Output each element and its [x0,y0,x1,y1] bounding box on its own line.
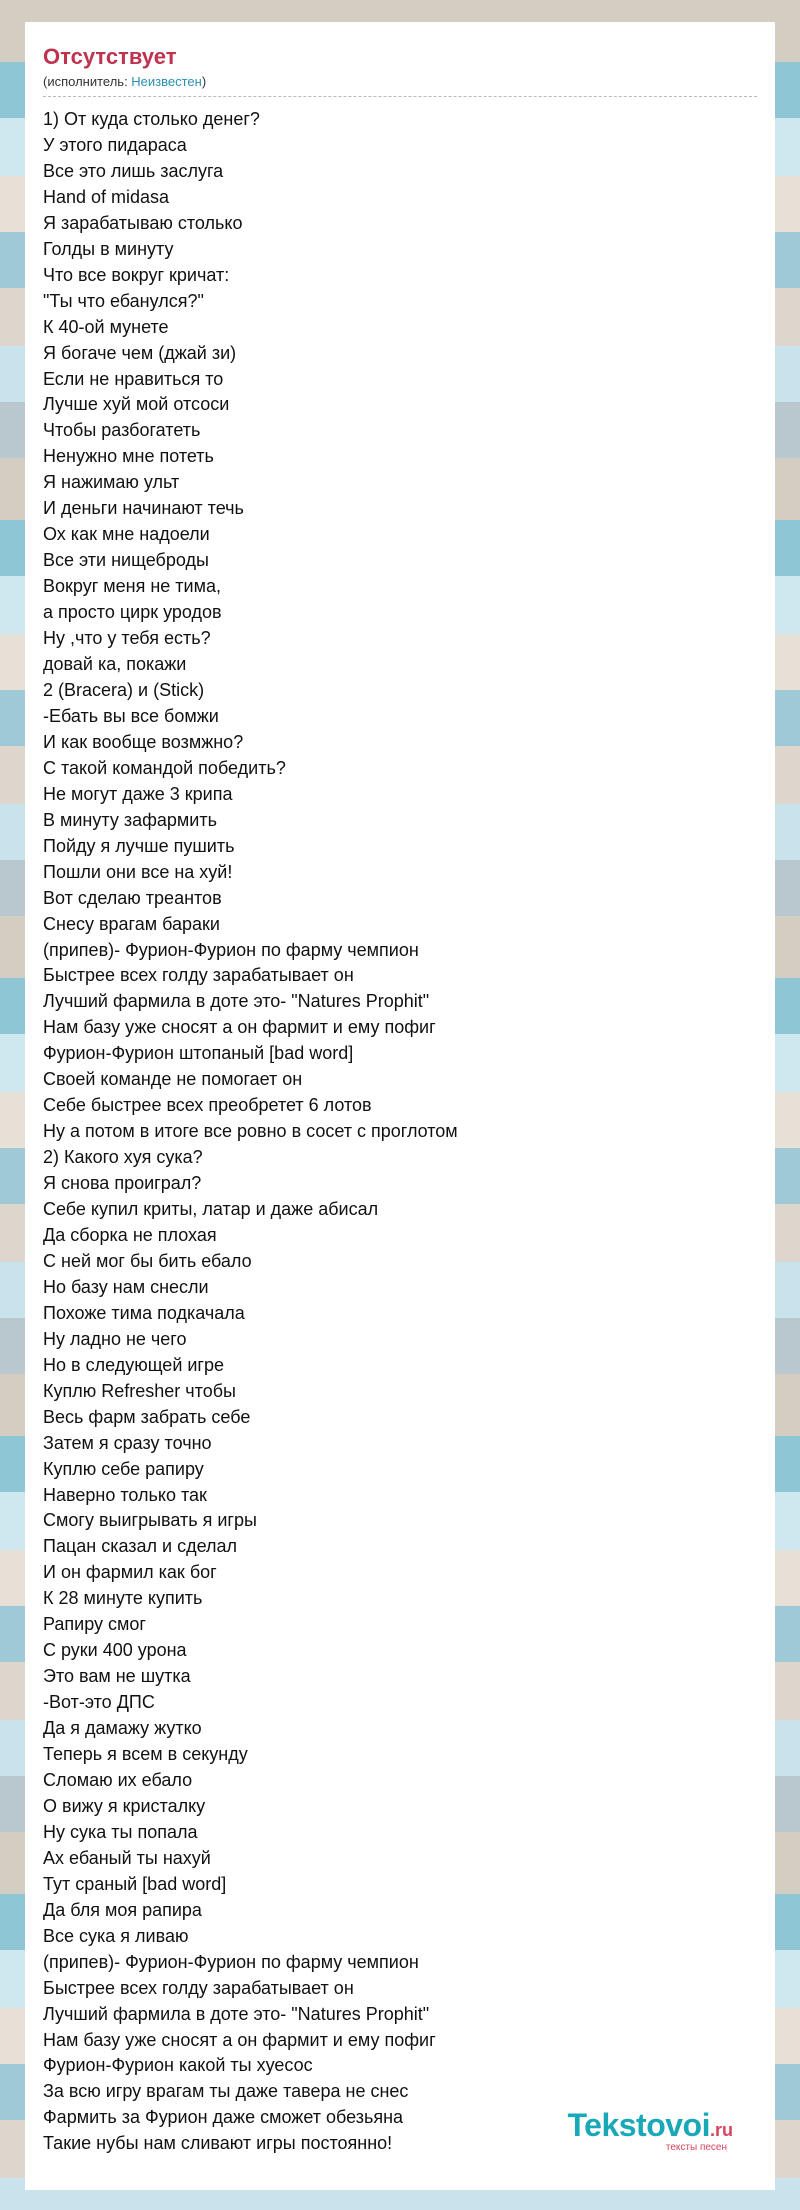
lyrics-text: 1) От куда столько денег? У этого пидараса Все это лишь заслуга Hand of midasa Я зарабатываю столько Голды в минуту Что все вокруг кричат: "Ты что ебанулся?" К 40-ой мунете Я богаче чем (джай зи) Если не нравиться то Лучше хуй мой отсоси Чтобы разбогатеть Ненужно мне потеть Я нажимаю ульт И деньги начинают течь Ох как мне надоели Все эти нищеброды Вокруг меня не тима, а просто цирк уродов Ну ,что у тебя есть? довай ка, покажи 2 (Bracera) и (Stick) -Ебать вы все бомжи И как вообще возмжно? С такой командой победить? Не могут даже 3 крипа В минуту зафармить Пойду я лучше пушить Пошли они все на хуй! Вот сделаю треантов Снесу врагам бараки (припев)- Фурион-Фурион по фарму чемпион Быстрее всех голду зарабатывает он Лучший фармила в доте это- "Natures Prophit" Нам базу уже сносят а он фармит и ему пофиг Фурион-Фурион штопаный [bad word] Своей команде не помогает он Себе быстрее всех преобретет 6 лотов Ну а потом в итоге все ровно в сосет с проглотом 2) Какого хуя сука? Я снова проиграл? Себе купил криты, латар и даже абисал Да сборка не плохая С ней мог бы бить ебало Но базу нам снесли Похоже тима подкачала Ну ладно не чего Но в следующей игре Куплю Refresher чтобы Весь фарм забрать себе Затем я сразу точно Куплю себе рапиру Наверно только так Смогу выигрывать я игры Пацан сказал и сделал И он фармил как бог К 28 минуте купить Рапиру смог С руки 400 урона Это вам не шутка -Вот-это ДПС Да я дамажу жутко Теперь я всем в секунду Сломаю их ебало О вижу я кристалку Ну сука ты попала Ах ебаный ты нахуй Тут сраный [bad word] Да бля моя рапира Все сука я ливаю (припев)- Фурион-Фурион по фарму чемпион Быстрее всех голду зарабатывает он Лучший фармила в доте это- "Natures Prophit" Нам базу уже сносят а он фармит и ему пофиг Фурион-Фурион какой ты хуесос За всю игру врагам ты даже тавера не снес Фармить за Фурион даже сможет обезьяна Такие нубы нам сливают игры постоянно! [43,109,458,2154]
artist-link[interactable]: Неизвестен [131,74,202,89]
logo-wordmark [567,2108,733,2142]
artist-suffix: ) [201,74,207,89]
logo-name: Tekstovoi [567,2107,710,2143]
artist-prefix: (исполнитель: [43,74,132,89]
song-title: Отсутствует [43,44,177,69]
logo-tagline: тексты песен [665,2142,727,2153]
lyrics-card [25,22,775,2190]
logo-tld: .ru [709,2120,733,2140]
divider [43,96,757,97]
site-logo[interactable] [567,2108,733,2154]
artist-line [43,74,757,90]
